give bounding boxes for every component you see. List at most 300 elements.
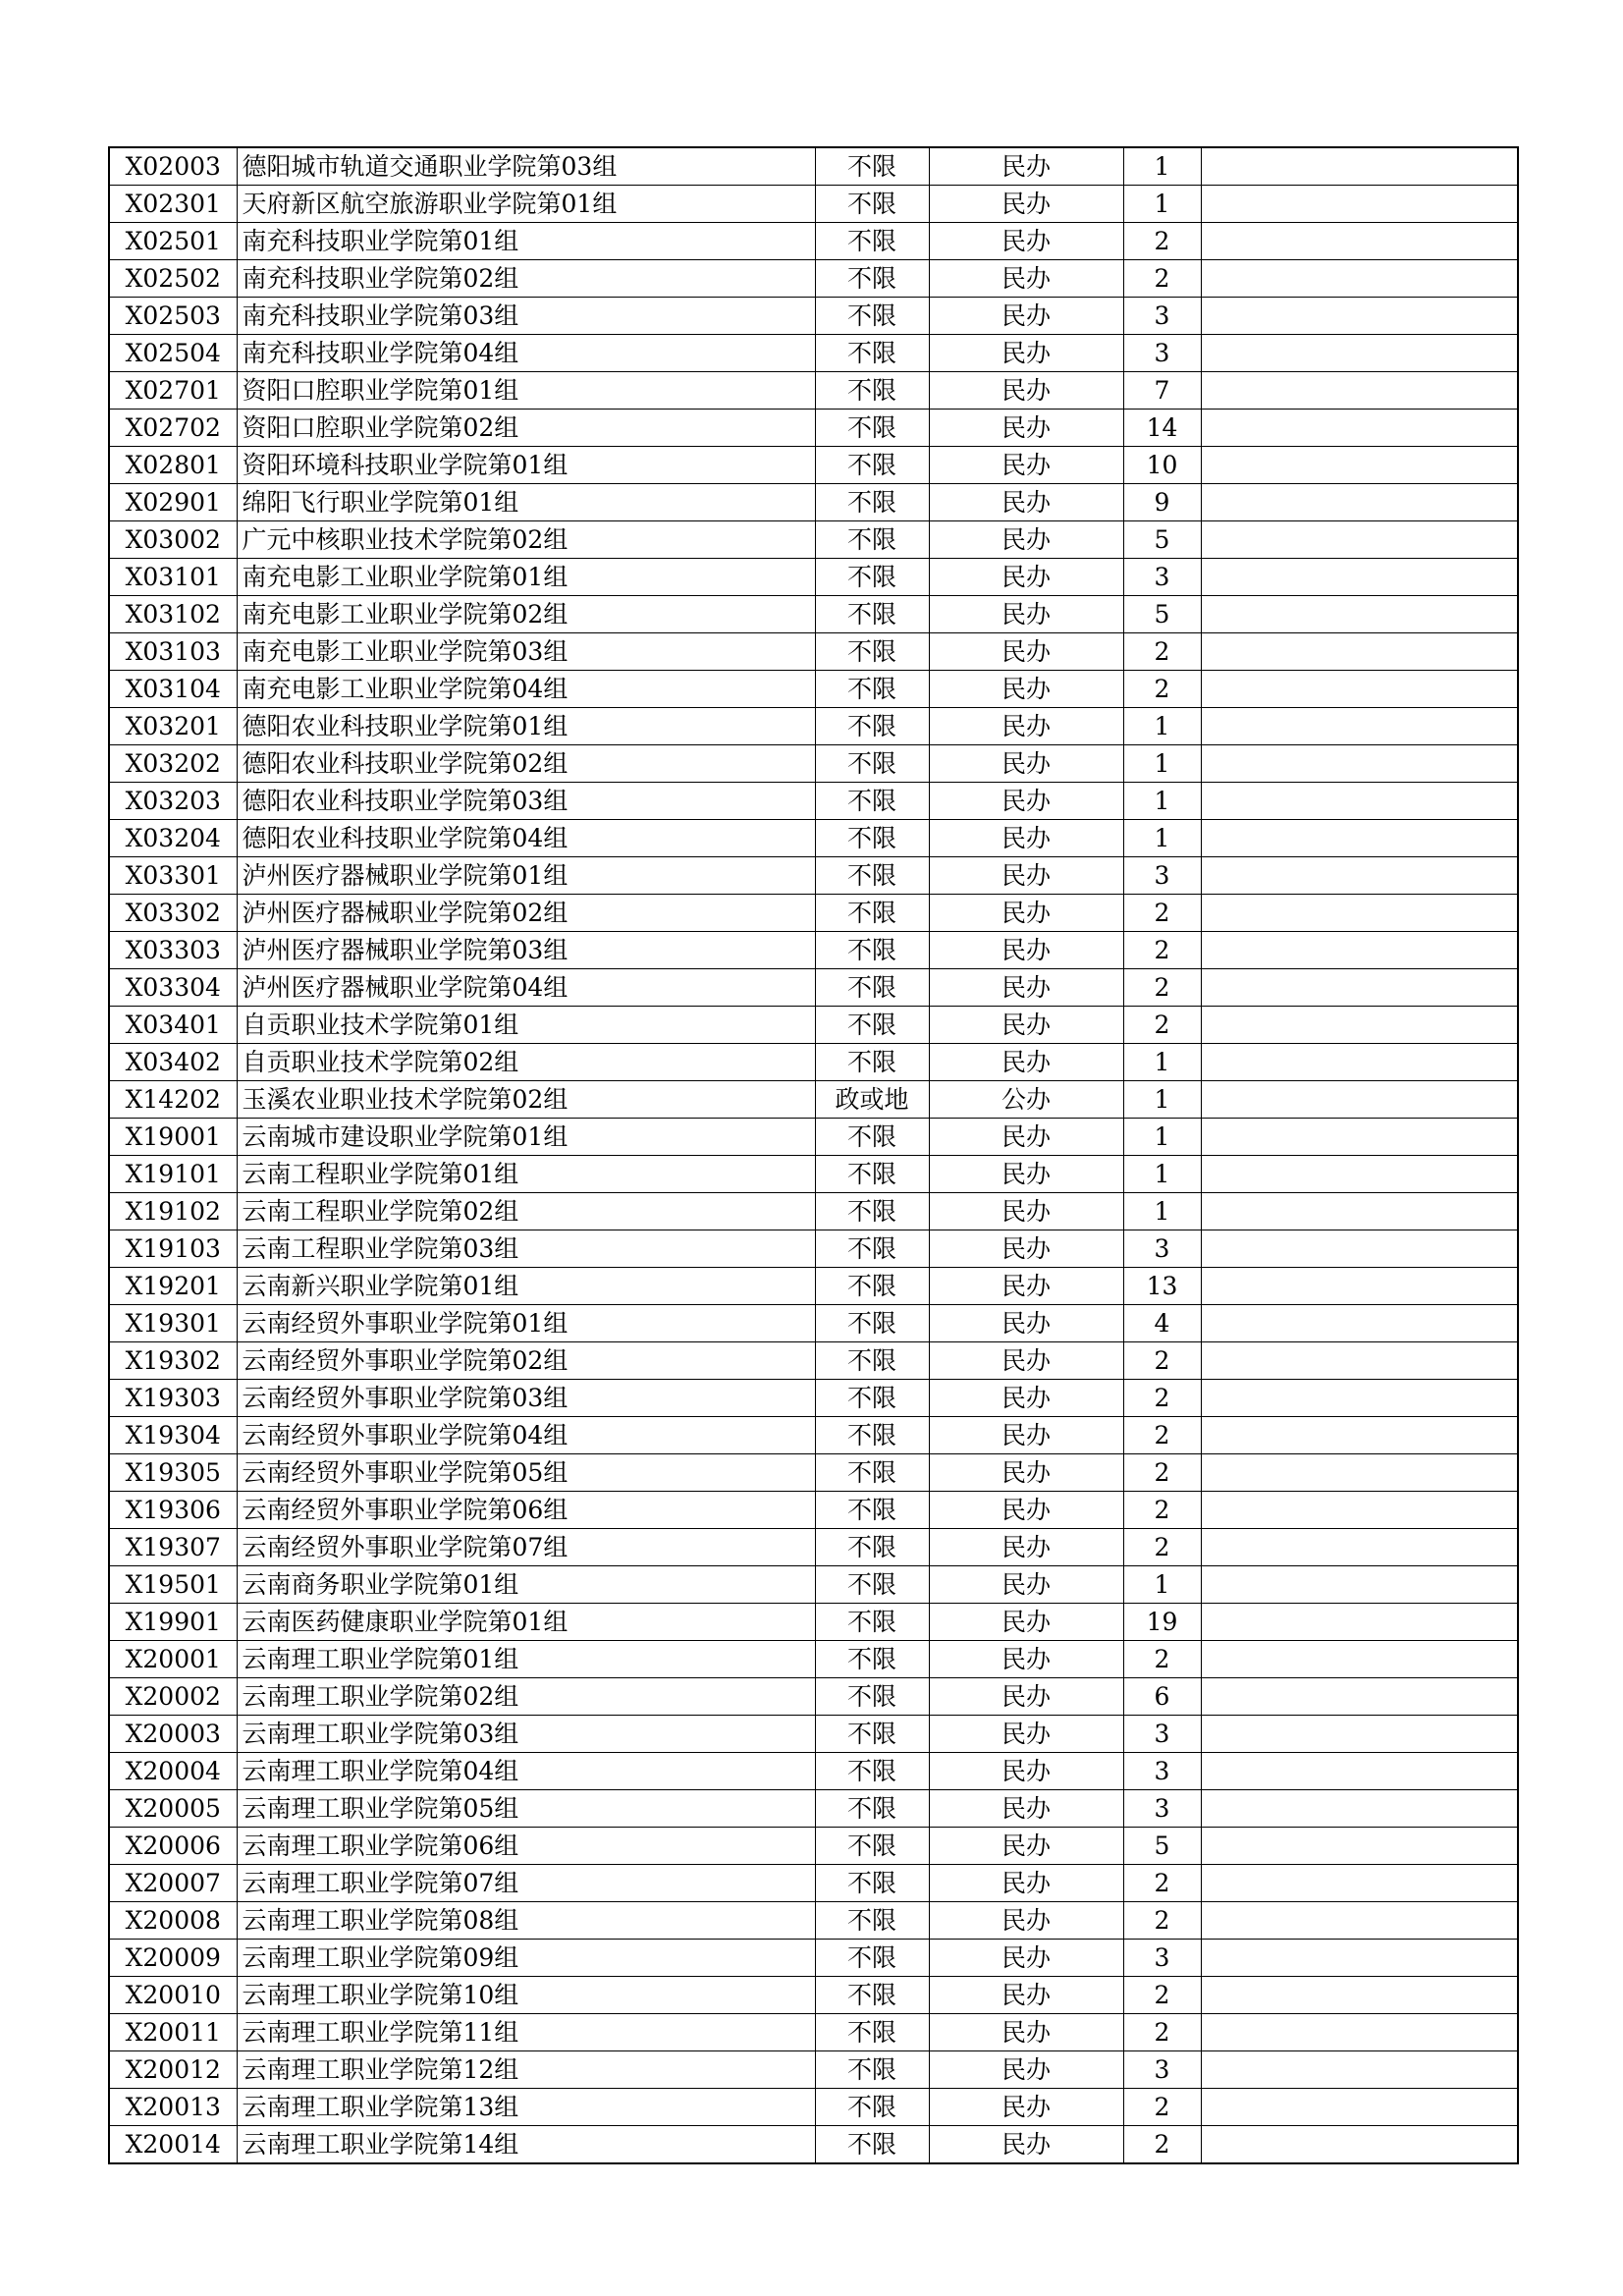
remarks-cell xyxy=(1201,372,1518,410)
school-type-cell: 民办 xyxy=(929,969,1123,1007)
plan-count-cell: 9 xyxy=(1123,484,1201,521)
remarks-cell xyxy=(1201,1865,1518,1902)
group-code-cell: X03204 xyxy=(109,820,237,857)
school-type-cell: 民办 xyxy=(929,1492,1123,1529)
group-name-cell: 泸州医疗器械职业学院第01组 xyxy=(237,857,815,895)
subject-requirement-cell: 不限 xyxy=(815,1156,929,1193)
plan-count-cell: 3 xyxy=(1123,1940,1201,1977)
subject-requirement-cell: 不限 xyxy=(815,783,929,820)
group-code-cell: X02901 xyxy=(109,484,237,521)
plan-count-cell: 1 xyxy=(1123,1566,1201,1604)
group-code-cell: X19101 xyxy=(109,1156,237,1193)
plan-count-cell: 2 xyxy=(1123,1380,1201,1417)
subject-requirement-cell: 不限 xyxy=(815,1007,929,1044)
group-code-cell: X03104 xyxy=(109,671,237,708)
table-row xyxy=(109,1753,1518,1790)
group-code-cell: X20010 xyxy=(109,1977,237,2014)
group-name-cell: 德阳城市轨道交通职业学院第03组 xyxy=(237,147,815,186)
plan-count-cell: 4 xyxy=(1123,1305,1201,1342)
group-name-cell: 德阳农业科技职业学院第02组 xyxy=(237,745,815,783)
subject-requirement-cell: 不限 xyxy=(815,1492,929,1529)
remarks-cell xyxy=(1201,1007,1518,1044)
school-type-cell: 民办 xyxy=(929,783,1123,820)
plan-count-cell: 2 xyxy=(1123,1342,1201,1380)
plan-count-cell: 14 xyxy=(1123,410,1201,447)
school-type-cell: 民办 xyxy=(929,1828,1123,1865)
table-row xyxy=(109,223,1518,260)
plan-count-cell: 3 xyxy=(1123,1753,1201,1790)
subject-requirement-cell: 不限 xyxy=(815,895,929,932)
subject-requirement-cell: 不限 xyxy=(815,1641,929,1678)
subject-requirement-cell: 不限 xyxy=(815,1865,929,1902)
group-code-cell: X03102 xyxy=(109,596,237,633)
school-type-cell: 民办 xyxy=(929,671,1123,708)
table-row xyxy=(109,372,1518,410)
remarks-cell xyxy=(1201,969,1518,1007)
group-name-cell: 天府新区航空旅游职业学院第01组 xyxy=(237,186,815,223)
remarks-cell xyxy=(1201,1790,1518,1828)
plan-count-cell: 6 xyxy=(1123,1678,1201,1716)
remarks-cell xyxy=(1201,1268,1518,1305)
group-name-cell: 云南理工职业学院第13组 xyxy=(237,2089,815,2126)
plan-count-cell: 1 xyxy=(1123,708,1201,745)
group-code-cell: X20001 xyxy=(109,1641,237,1678)
school-type-cell: 民办 xyxy=(929,484,1123,521)
remarks-cell xyxy=(1201,186,1518,223)
school-type-cell: 民办 xyxy=(929,932,1123,969)
table-row xyxy=(109,596,1518,633)
group-code-cell: X03304 xyxy=(109,969,237,1007)
remarks-cell xyxy=(1201,671,1518,708)
remarks-cell xyxy=(1201,1828,1518,1865)
plan-count-cell: 7 xyxy=(1123,372,1201,410)
remarks-cell xyxy=(1201,1193,1518,1230)
group-name-cell: 云南工程职业学院第03组 xyxy=(237,1230,815,1268)
table-row xyxy=(109,2014,1518,2051)
subject-requirement-cell: 不限 xyxy=(815,1380,929,1417)
subject-requirement-cell: 不限 xyxy=(815,260,929,298)
group-code-cell: X02301 xyxy=(109,186,237,223)
group-code-cell: X03402 xyxy=(109,1044,237,1081)
table-row xyxy=(109,1305,1518,1342)
subject-requirement-cell: 不限 xyxy=(815,1305,929,1342)
school-type-cell: 民办 xyxy=(929,1790,1123,1828)
remarks-cell xyxy=(1201,1380,1518,1417)
remarks-cell xyxy=(1201,559,1518,596)
table-row xyxy=(109,1940,1518,1977)
subject-requirement-cell: 不限 xyxy=(815,596,929,633)
table-row xyxy=(109,1007,1518,1044)
table-row xyxy=(109,335,1518,372)
group-name-cell: 南充科技职业学院第03组 xyxy=(237,298,815,335)
group-name-cell: 南充电影工业职业学院第03组 xyxy=(237,633,815,671)
table-row xyxy=(109,1865,1518,1902)
subject-requirement-cell: 不限 xyxy=(815,1753,929,1790)
subject-requirement-cell: 不限 xyxy=(815,1268,929,1305)
table-row xyxy=(109,1454,1518,1492)
remarks-cell xyxy=(1201,1641,1518,1678)
school-type-cell: 民办 xyxy=(929,1753,1123,1790)
school-type-cell: 民办 xyxy=(929,1641,1123,1678)
school-type-cell: 民办 xyxy=(929,260,1123,298)
group-name-cell: 资阳环境科技职业学院第01组 xyxy=(237,447,815,484)
school-type-cell: 民办 xyxy=(929,223,1123,260)
group-code-cell: X19103 xyxy=(109,1230,237,1268)
subject-requirement-cell: 不限 xyxy=(815,2014,929,2051)
table-row xyxy=(109,1641,1518,1678)
school-type-cell: 民办 xyxy=(929,1417,1123,1454)
group-code-cell: X19302 xyxy=(109,1342,237,1380)
subject-requirement-cell: 不限 xyxy=(815,1529,929,1566)
school-type-cell: 民办 xyxy=(929,1678,1123,1716)
remarks-cell xyxy=(1201,783,1518,820)
subject-requirement-cell: 不限 xyxy=(815,410,929,447)
plan-count-cell: 2 xyxy=(1123,2014,1201,2051)
subject-requirement-cell: 不限 xyxy=(815,745,929,783)
remarks-cell xyxy=(1201,633,1518,671)
table-row xyxy=(109,186,1518,223)
remarks-cell xyxy=(1201,1492,1518,1529)
group-name-cell: 泸州医疗器械职业学院第03组 xyxy=(237,932,815,969)
plan-count-cell: 1 xyxy=(1123,745,1201,783)
plan-count-cell: 10 xyxy=(1123,447,1201,484)
subject-requirement-cell: 不限 xyxy=(815,1193,929,1230)
table-row xyxy=(109,1342,1518,1380)
remarks-cell xyxy=(1201,147,1518,186)
school-type-cell: 民办 xyxy=(929,2089,1123,2126)
school-type-cell: 民办 xyxy=(929,1380,1123,1417)
admission-plan-table xyxy=(108,146,1519,2164)
table-row xyxy=(109,671,1518,708)
group-name-cell: 玉溪农业职业技术学院第02组 xyxy=(237,1081,815,1119)
table-row xyxy=(109,1417,1518,1454)
table-row xyxy=(109,1566,1518,1604)
plan-count-cell: 2 xyxy=(1123,895,1201,932)
group-code-cell: X14202 xyxy=(109,1081,237,1119)
remarks-cell xyxy=(1201,895,1518,932)
plan-count-cell: 3 xyxy=(1123,559,1201,596)
plan-count-cell: 2 xyxy=(1123,1865,1201,1902)
remarks-cell xyxy=(1201,596,1518,633)
school-type-cell: 民办 xyxy=(929,1007,1123,1044)
table-row xyxy=(109,2051,1518,2089)
group-code-cell: X20004 xyxy=(109,1753,237,1790)
subject-requirement-cell: 不限 xyxy=(815,1230,929,1268)
remarks-cell xyxy=(1201,932,1518,969)
table-row xyxy=(109,484,1518,521)
group-code-cell: X20008 xyxy=(109,1902,237,1940)
plan-count-cell: 5 xyxy=(1123,521,1201,559)
group-code-cell: X20013 xyxy=(109,2089,237,2126)
subject-requirement-cell: 不限 xyxy=(815,1044,929,1081)
group-name-cell: 绵阳飞行职业学院第01组 xyxy=(237,484,815,521)
plan-count-cell: 2 xyxy=(1123,2126,1201,2164)
subject-requirement-cell: 不限 xyxy=(815,1828,929,1865)
remarks-cell xyxy=(1201,708,1518,745)
plan-count-cell: 1 xyxy=(1123,1044,1201,1081)
subject-requirement-cell: 不限 xyxy=(815,147,929,186)
group-code-cell: X02502 xyxy=(109,260,237,298)
plan-count-cell: 3 xyxy=(1123,2051,1201,2089)
subject-requirement-cell: 不限 xyxy=(815,1940,929,1977)
group-name-cell: 资阳口腔职业学院第01组 xyxy=(237,372,815,410)
school-type-cell: 民办 xyxy=(929,1342,1123,1380)
group-code-cell: X03302 xyxy=(109,895,237,932)
group-code-cell: X19901 xyxy=(109,1604,237,1641)
school-type-cell: 民办 xyxy=(929,1454,1123,1492)
plan-count-cell: 3 xyxy=(1123,1790,1201,1828)
group-code-cell: X03401 xyxy=(109,1007,237,1044)
group-name-cell: 云南商务职业学院第01组 xyxy=(237,1566,815,1604)
group-code-cell: X20006 xyxy=(109,1828,237,1865)
plan-count-cell: 2 xyxy=(1123,671,1201,708)
plan-count-cell: 2 xyxy=(1123,1454,1201,1492)
group-code-cell: X19307 xyxy=(109,1529,237,1566)
group-code-cell: X19306 xyxy=(109,1492,237,1529)
subject-requirement-cell: 不限 xyxy=(815,820,929,857)
subject-requirement-cell: 不限 xyxy=(815,1342,929,1380)
plan-count-cell: 5 xyxy=(1123,1828,1201,1865)
plan-count-cell: 1 xyxy=(1123,1156,1201,1193)
remarks-cell xyxy=(1201,1342,1518,1380)
group-code-cell: X20014 xyxy=(109,2126,237,2164)
group-code-cell: X19301 xyxy=(109,1305,237,1342)
subject-requirement-cell: 不限 xyxy=(815,1790,929,1828)
remarks-cell xyxy=(1201,1940,1518,1977)
group-name-cell: 南充科技职业学院第04组 xyxy=(237,335,815,372)
table-row xyxy=(109,969,1518,1007)
subject-requirement-cell: 不限 xyxy=(815,1119,929,1156)
group-name-cell: 云南理工职业学院第14组 xyxy=(237,2126,815,2164)
remarks-cell xyxy=(1201,298,1518,335)
subject-requirement-cell: 不限 xyxy=(815,671,929,708)
subject-requirement-cell: 不限 xyxy=(815,298,929,335)
group-code-cell: X03101 xyxy=(109,559,237,596)
subject-requirement-cell: 不限 xyxy=(815,484,929,521)
school-type-cell: 公办 xyxy=(929,1081,1123,1119)
plan-count-cell: 1 xyxy=(1123,1119,1201,1156)
plan-count-cell: 2 xyxy=(1123,932,1201,969)
group-name-cell: 云南理工职业学院第06组 xyxy=(237,1828,815,1865)
plan-count-cell: 2 xyxy=(1123,1007,1201,1044)
plan-count-cell: 2 xyxy=(1123,2089,1201,2126)
school-type-cell: 民办 xyxy=(929,372,1123,410)
group-code-cell: X02003 xyxy=(109,147,237,186)
school-type-cell: 民办 xyxy=(929,559,1123,596)
group-code-cell: X02702 xyxy=(109,410,237,447)
table-row xyxy=(109,745,1518,783)
plan-count-cell: 1 xyxy=(1123,820,1201,857)
table-row xyxy=(109,1230,1518,1268)
table-row xyxy=(109,521,1518,559)
group-name-cell: 云南理工职业学院第03组 xyxy=(237,1716,815,1753)
subject-requirement-cell: 不限 xyxy=(815,1716,929,1753)
group-name-cell: 广元中核职业技术学院第02组 xyxy=(237,521,815,559)
school-type-cell: 民办 xyxy=(929,410,1123,447)
remarks-cell xyxy=(1201,2014,1518,2051)
group-code-cell: X19303 xyxy=(109,1380,237,1417)
group-name-cell: 泸州医疗器械职业学院第02组 xyxy=(237,895,815,932)
school-type-cell: 民办 xyxy=(929,2051,1123,2089)
subject-requirement-cell: 不限 xyxy=(815,932,929,969)
group-code-cell: X02701 xyxy=(109,372,237,410)
group-code-cell: X19102 xyxy=(109,1193,237,1230)
group-name-cell: 南充电影工业职业学院第02组 xyxy=(237,596,815,633)
group-name-cell: 自贡职业技术学院第02组 xyxy=(237,1044,815,1081)
subject-requirement-cell: 不限 xyxy=(815,186,929,223)
group-code-cell: X20009 xyxy=(109,1940,237,1977)
plan-count-cell: 1 xyxy=(1123,1081,1201,1119)
plan-count-cell: 3 xyxy=(1123,857,1201,895)
remarks-cell xyxy=(1201,745,1518,783)
group-name-cell: 自贡职业技术学院第01组 xyxy=(237,1007,815,1044)
subject-requirement-cell: 不限 xyxy=(815,1566,929,1604)
group-name-cell: 云南经贸外事职业学院第03组 xyxy=(237,1380,815,1417)
school-type-cell: 民办 xyxy=(929,1529,1123,1566)
remarks-cell xyxy=(1201,484,1518,521)
plan-count-cell: 2 xyxy=(1123,1641,1201,1678)
school-type-cell: 民办 xyxy=(929,633,1123,671)
group-name-cell: 云南城市建设职业学院第01组 xyxy=(237,1119,815,1156)
subject-requirement-cell: 不限 xyxy=(815,372,929,410)
group-code-cell: X19001 xyxy=(109,1119,237,1156)
table-row xyxy=(109,2089,1518,2126)
group-name-cell: 云南理工职业学院第02组 xyxy=(237,1678,815,1716)
table-row xyxy=(109,1081,1518,1119)
table-row xyxy=(109,1380,1518,1417)
table-row xyxy=(109,1902,1518,1940)
school-type-cell: 民办 xyxy=(929,2126,1123,2164)
remarks-cell xyxy=(1201,2126,1518,2164)
table-row xyxy=(109,1529,1518,1566)
remarks-cell xyxy=(1201,1119,1518,1156)
group-name-cell: 云南经贸外事职业学院第01组 xyxy=(237,1305,815,1342)
group-code-cell: X02503 xyxy=(109,298,237,335)
school-type-cell: 民办 xyxy=(929,186,1123,223)
school-type-cell: 民办 xyxy=(929,1566,1123,1604)
group-name-cell: 云南经贸外事职业学院第06组 xyxy=(237,1492,815,1529)
plan-count-cell: 1 xyxy=(1123,1193,1201,1230)
group-code-cell: X20005 xyxy=(109,1790,237,1828)
remarks-cell xyxy=(1201,1566,1518,1604)
table-row xyxy=(109,147,1518,186)
remarks-cell xyxy=(1201,1230,1518,1268)
table-row xyxy=(109,1156,1518,1193)
subject-requirement-cell: 不限 xyxy=(815,1977,929,2014)
table-row xyxy=(109,260,1518,298)
group-name-cell: 德阳农业科技职业学院第01组 xyxy=(237,708,815,745)
subject-requirement-cell: 不限 xyxy=(815,708,929,745)
school-type-cell: 民办 xyxy=(929,1119,1123,1156)
remarks-cell xyxy=(1201,1305,1518,1342)
school-type-cell: 民办 xyxy=(929,1193,1123,1230)
group-name-cell: 南充科技职业学院第01组 xyxy=(237,223,815,260)
remarks-cell xyxy=(1201,1678,1518,1716)
group-code-cell: X02801 xyxy=(109,447,237,484)
table-row xyxy=(109,783,1518,820)
school-type-cell: 民办 xyxy=(929,1865,1123,1902)
school-type-cell: 民办 xyxy=(929,1044,1123,1081)
group-name-cell: 云南理工职业学院第11组 xyxy=(237,2014,815,2051)
remarks-cell xyxy=(1201,447,1518,484)
group-code-cell: X19201 xyxy=(109,1268,237,1305)
remarks-cell xyxy=(1201,857,1518,895)
remarks-cell xyxy=(1201,1977,1518,2014)
group-name-cell: 云南理工职业学院第04组 xyxy=(237,1753,815,1790)
school-type-cell: 民办 xyxy=(929,1716,1123,1753)
table-row xyxy=(109,1268,1518,1305)
school-type-cell: 民办 xyxy=(929,1902,1123,1940)
table-row xyxy=(109,1492,1518,1529)
school-type-cell: 民办 xyxy=(929,820,1123,857)
remarks-cell xyxy=(1201,2089,1518,2126)
group-code-cell: X20012 xyxy=(109,2051,237,2089)
group-code-cell: X20011 xyxy=(109,2014,237,2051)
group-code-cell: X03002 xyxy=(109,521,237,559)
subject-requirement-cell: 不限 xyxy=(815,1417,929,1454)
group-name-cell: 南充电影工业职业学院第04组 xyxy=(237,671,815,708)
school-type-cell: 民办 xyxy=(929,1230,1123,1268)
group-name-cell: 南充科技职业学院第02组 xyxy=(237,260,815,298)
table-row xyxy=(109,447,1518,484)
group-name-cell: 泸州医疗器械职业学院第04组 xyxy=(237,969,815,1007)
plan-count-cell: 1 xyxy=(1123,147,1201,186)
remarks-cell xyxy=(1201,223,1518,260)
group-name-cell: 云南医药健康职业学院第01组 xyxy=(237,1604,815,1641)
group-name-cell: 南充电影工业职业学院第01组 xyxy=(237,559,815,596)
plan-count-cell: 3 xyxy=(1123,298,1201,335)
group-name-cell: 云南经贸外事职业学院第04组 xyxy=(237,1417,815,1454)
school-type-cell: 民办 xyxy=(929,1305,1123,1342)
table-row xyxy=(109,1977,1518,2014)
group-code-cell: X03303 xyxy=(109,932,237,969)
table-row xyxy=(109,410,1518,447)
plan-count-cell: 13 xyxy=(1123,1268,1201,1305)
remarks-cell xyxy=(1201,1081,1518,1119)
group-name-cell: 云南理工职业学院第08组 xyxy=(237,1902,815,1940)
subject-requirement-cell: 不限 xyxy=(815,335,929,372)
table-row xyxy=(109,857,1518,895)
group-code-cell: X03203 xyxy=(109,783,237,820)
school-type-cell: 民办 xyxy=(929,708,1123,745)
table-row xyxy=(109,820,1518,857)
table-row xyxy=(109,559,1518,596)
table-row xyxy=(109,298,1518,335)
subject-requirement-cell: 不限 xyxy=(815,857,929,895)
remarks-cell xyxy=(1201,1902,1518,1940)
plan-count-cell: 5 xyxy=(1123,596,1201,633)
group-code-cell: X03201 xyxy=(109,708,237,745)
group-name-cell: 云南新兴职业学院第01组 xyxy=(237,1268,815,1305)
subject-requirement-cell: 不限 xyxy=(815,969,929,1007)
school-type-cell: 民办 xyxy=(929,1604,1123,1641)
group-name-cell: 云南理工职业学院第12组 xyxy=(237,2051,815,2089)
table-row xyxy=(109,932,1518,969)
subject-requirement-cell: 不限 xyxy=(815,223,929,260)
table-row xyxy=(109,1193,1518,1230)
remarks-cell xyxy=(1201,410,1518,447)
group-name-cell: 资阳口腔职业学院第02组 xyxy=(237,410,815,447)
school-type-cell: 民办 xyxy=(929,1268,1123,1305)
table-row xyxy=(109,708,1518,745)
subject-requirement-cell: 不限 xyxy=(815,1678,929,1716)
plan-count-cell: 1 xyxy=(1123,783,1201,820)
subject-requirement-cell: 不限 xyxy=(815,2089,929,2126)
group-name-cell: 云南经贸外事职业学院第05组 xyxy=(237,1454,815,1492)
group-code-cell: X19305 xyxy=(109,1454,237,1492)
group-code-cell: X20007 xyxy=(109,1865,237,1902)
subject-requirement-cell: 不限 xyxy=(815,559,929,596)
